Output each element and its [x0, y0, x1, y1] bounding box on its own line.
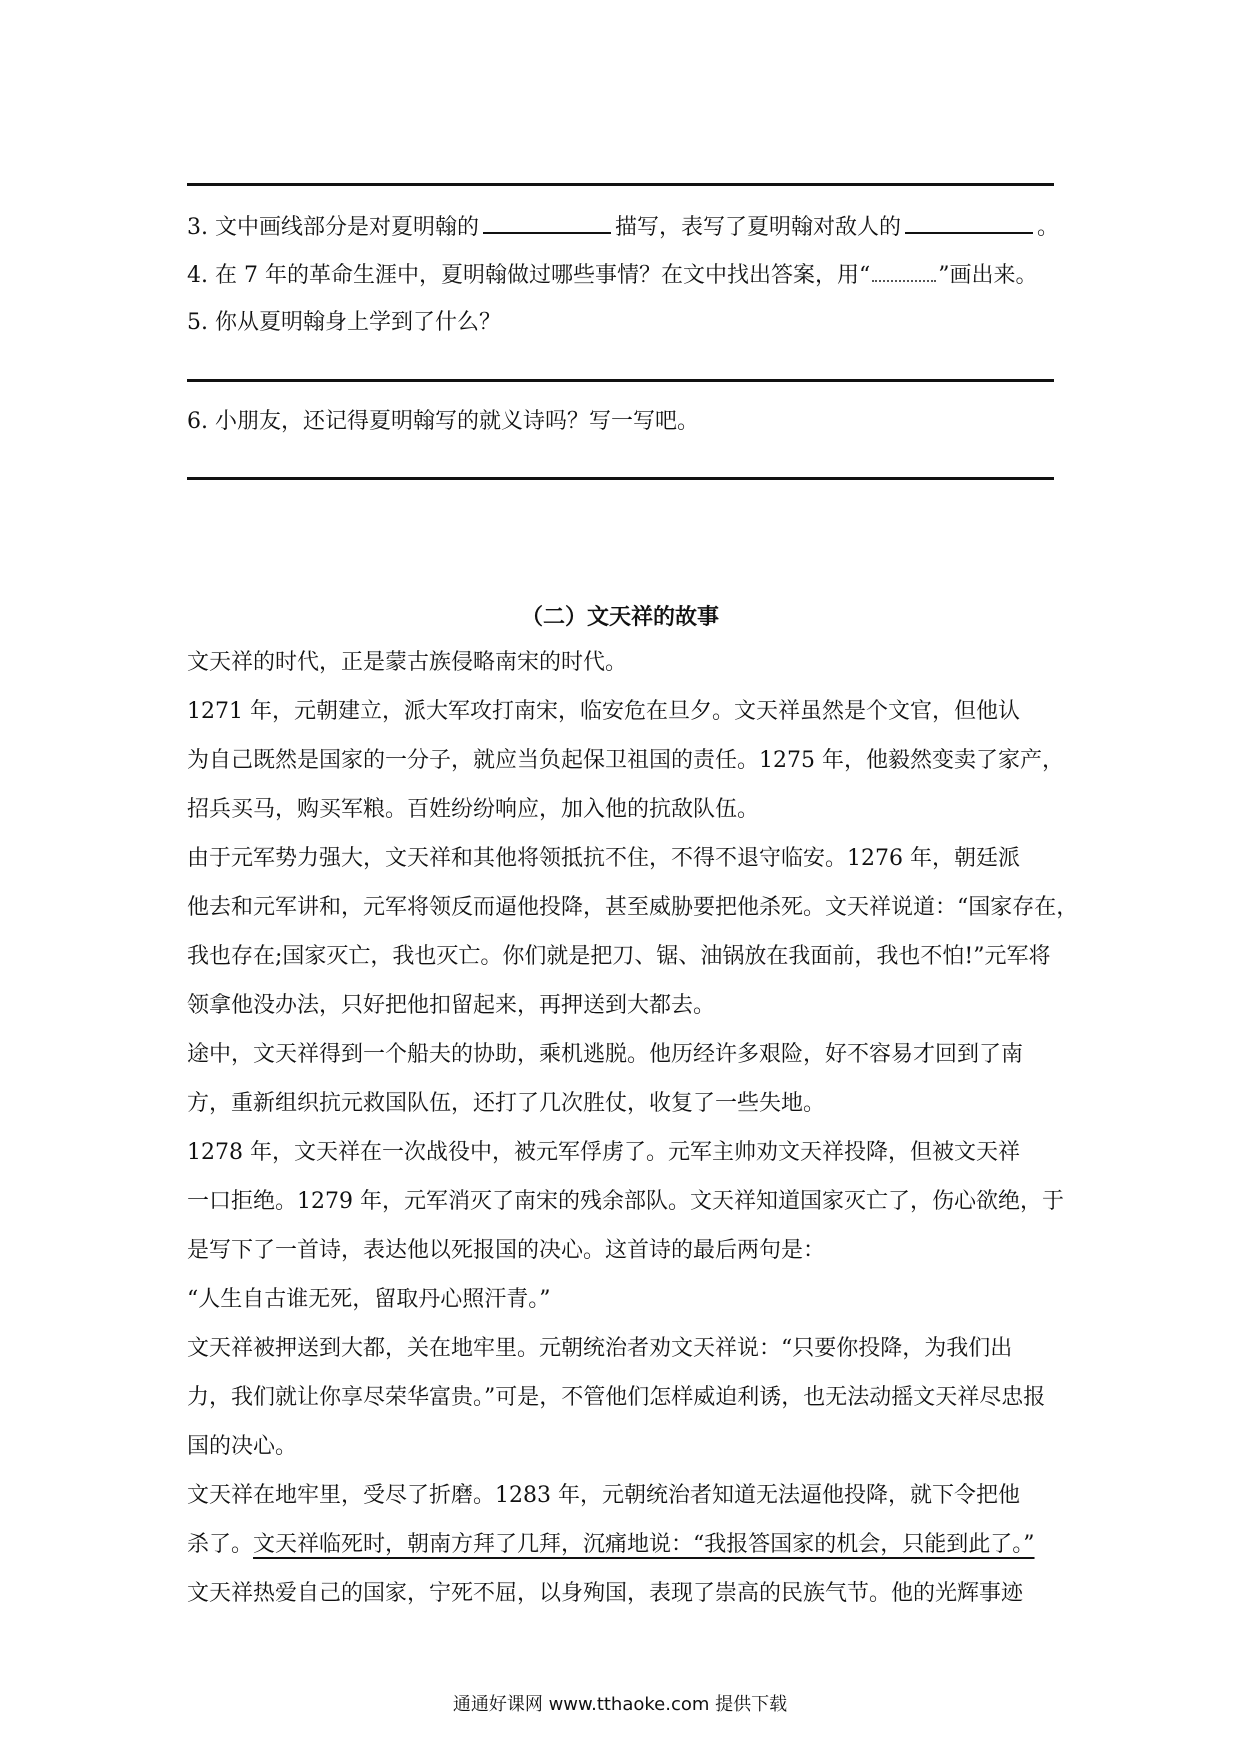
- fill-blank[interactable]: [483, 210, 611, 234]
- question-3-text: 3. 文中画线部分是对夏明翰的: [187, 215, 479, 240]
- question-4-end: ”画出来。: [938, 263, 1038, 288]
- story-line: 他去和元军讲和，元军将领反而逼他投降，甚至威胁要把他杀死。文天祥说道：“国家存在，: [187, 895, 1079, 920]
- answer-line[interactable]: [187, 477, 1054, 480]
- story-line: 是写下了一首诗，表达他以死报国的决心。这首诗的最后两句是：: [187, 1238, 826, 1263]
- question-5: 5. 你从夏明翰身上学到了什么？: [187, 310, 501, 335]
- poem-quote: “人生自古谁无死，留取丹心照汗青。”: [187, 1287, 551, 1312]
- story-line: 1271 年，元朝建立，派大军攻打南宋，临安危在旦夕。文天祥虽然是个文官，但他认: [187, 699, 1020, 724]
- question-3-end: 。: [1037, 215, 1060, 240]
- story-line: [187, 1520, 1057, 1569]
- footer-watermark: 通通好课网 www.tthaoke.com 提供下载: [452, 1694, 788, 1715]
- story-line: 力，我们就让你享尽荣华富贵。”可是，不管他们怎样威迫利诱，也无法动摇文天祥尽忠报: [187, 1385, 1046, 1410]
- story-line: 文天祥在地牢里，受尽了折磨。1283 年，元朝统治者知道无法逼他投降，就下令把他: [187, 1483, 1020, 1508]
- story-line: 1278 年，文天祥在一次战役中，被元军俘虏了。元军主帅劝文天祥投降，但被文天祥: [187, 1140, 1020, 1165]
- question-3-text-2: 描写，表写了夏明翰对敌人的: [614, 215, 901, 240]
- question-6: 6. 小朋友，还记得夏明翰写的就义诗吗？写一写吧。: [187, 409, 699, 434]
- story-line: 一口拒绝。1279 年，元军消灭了南宋的残余部队。文天祥知道国家灭亡了，伤心欲绝，于: [187, 1189, 1064, 1214]
- fill-blank[interactable]: [905, 210, 1033, 234]
- story-line: 由于元军势力强大，文天祥和其他将领抵抗不住，不得不退守临安。1276 年，朝廷派: [187, 846, 1020, 871]
- story-line: 招兵买马，购买军粮。百姓纷纷响应，加入他的抗敌队伍。: [187, 797, 760, 822]
- answer-line: [187, 183, 1054, 186]
- story-line: 途中，文天祥得到一个船夫的协助，乘机逃脱。他历经许多艰险，好不容易才回到了南: [187, 1042, 1024, 1067]
- story-line: 文天祥被押送到大都，关在地牢里。元朝统治者劝文天祥说：“只要你投降，为我们出: [187, 1336, 1013, 1361]
- story-line: 我也存在;国家灭亡，我也灭亡。你们就是把刀、锯、油锅放在我面前，我也不怕!”元军将: [187, 944, 1051, 969]
- underlined-sentence: 文天祥临死时，朝南方拜了几拜，沉痛地说：“我报答国家的机会，只能到此了。”: [253, 1532, 1035, 1557]
- story-line-part: 杀了。: [187, 1532, 254, 1557]
- question-3: [187, 210, 1067, 243]
- story-line: 文天祥热爱自己的国家，宁死不屈，以身殉国，表现了崇高的民族气节。他的光辉事迹: [187, 1581, 1024, 1606]
- question-4-text: 4. 在 7 年的革命生涯中，夏明翰做过哪些事情？在文中找出答案，用“: [187, 263, 871, 288]
- story-line: 为自己既然是国家的一分子，就应当负起保卫祖国的责任。1275 年，他毅然变卖了家产，: [187, 748, 1064, 773]
- story-text: [187, 638, 1079, 1618]
- answer-line[interactable]: [187, 379, 1054, 382]
- story-line: 领拿他没办法，只好把他扣留起来，再押送到大都去。: [187, 993, 716, 1018]
- story-line: 文天祥的时代，正是蒙古族侵略南宋的时代。: [187, 650, 628, 675]
- question-4: [187, 260, 1067, 291]
- story-line: 国的决心。: [187, 1434, 298, 1459]
- wavy-line-mark: [872, 260, 936, 282]
- story-line: 方，重新组织抗元救国队伍，还打了几次胜仗，收复了一些失地。: [187, 1091, 826, 1116]
- section-title: （二）文天祥的故事: [520, 605, 719, 630]
